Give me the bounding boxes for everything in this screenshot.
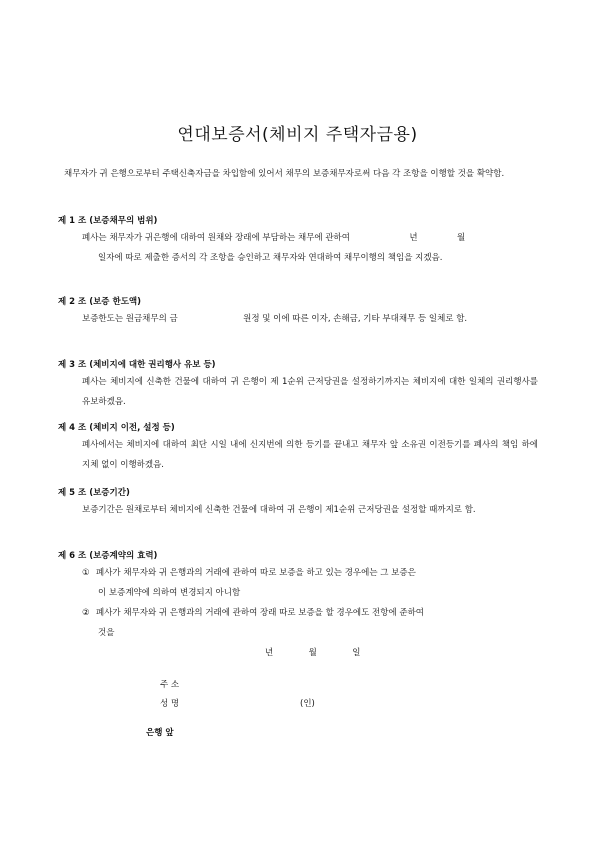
article-3	[58, 358, 538, 412]
article-2-text-b: 원정 및 이에 따른 이자, 손해금, 기타 부대채무 등 일체로 함.	[243, 314, 468, 324]
item-1-line-2: 이 보증계약에 의하여 변경되지 아니함	[98, 588, 241, 598]
article-6-item-2	[58, 603, 538, 623]
article-1-body	[58, 228, 538, 248]
address-label: 주 소	[160, 680, 180, 690]
date-line	[265, 646, 360, 658]
article-4-body: 폐사에서는 체비지에 대하여 최단 시일 내에 신지번에 의한 등기를 끝내고 채무자 앞 소유권 이전등기를 폐사의 책임 하에 지체 없이 이행하겠음.	[82, 440, 538, 470]
article-1-body-b: 일자에 따로 제출한 증서의 각 조항을 승인하고 채무자와 연대하여 채무이행의 책임을 지겠음.	[98, 253, 443, 263]
item-2-line-1: 폐사가 채무자와 귀 은행과의 거래에 관하여 장래 따로 보증을 할 경우에도 전항에 준하여	[96, 608, 425, 618]
article-6-item-1	[58, 563, 538, 583]
article-5-heading: 제 5 조 (보증기간)	[58, 488, 130, 498]
article-1-heading: 제 1 조 (보증채무의 범위)	[58, 216, 158, 226]
article-4	[58, 421, 538, 475]
date-day: 일	[352, 648, 361, 658]
article-4-heading: 제 4 조 (체비지 이전, 설정 등)	[58, 423, 175, 433]
item-2-line-2: 것을	[98, 628, 115, 638]
article-2	[58, 295, 538, 329]
item-2-mark: ②	[82, 608, 90, 618]
article-6	[58, 549, 538, 643]
article-5	[58, 486, 538, 520]
item-1-mark: ①	[82, 568, 90, 578]
article-1-text-a: 폐사는 채무자가 귀은행에 대하여 원채와 장래에 부담하는 채무에 관하여	[82, 233, 350, 243]
addressee-bank: 은행 앞	[146, 728, 174, 738]
intro-paragraph: 채무자가 귀 은행으로부터 주택신축자금을 차입함에 있어서 채무의 보증채무자로써 다음 각 조항을 이행할 것을 확약함.	[64, 169, 505, 179]
document-title: 연대보증서(체비지 주택자금용)	[177, 125, 418, 145]
seal-mark: (인)	[300, 699, 315, 709]
article-1-year: 년	[409, 233, 418, 243]
article-3-body: 폐사는 체비지에 신축한 건물에 대하여 귀 은행이 제 1순위 근저당권을 설정하기까지는 체비지에 대한 일체의 권리행사를 유보하겠음.	[82, 377, 538, 407]
article-1	[58, 214, 538, 268]
item-1-line-1: 폐사가 채무자와 귀 은행과의 거래에 관하여 따로 보증을 하고 있는 경우에는 그 보증은	[96, 568, 416, 578]
article-1-month: 월	[456, 233, 466, 243]
article-2-heading: 제 2 조 (보증 한도액)	[58, 297, 141, 307]
date-month: 월	[308, 648, 317, 658]
article-5-body: 보증기간은 원채로부터 체비지에 신축한 건물에 대하여 귀 은행이 제1순위 근저당권을 설정할 때까지로 함.	[82, 505, 476, 515]
date-year: 년	[265, 648, 274, 658]
article-6-heading: 제 6 조 (보증계약의 효력)	[58, 551, 158, 561]
article-2-text-a: 보증한도는 원금채무의 금	[82, 314, 178, 324]
name-label: 성 명	[160, 699, 180, 709]
article-2-body	[58, 309, 538, 329]
article-3-heading: 제 3 조 (체비지에 대한 권리행사 유보 등)	[58, 360, 216, 370]
